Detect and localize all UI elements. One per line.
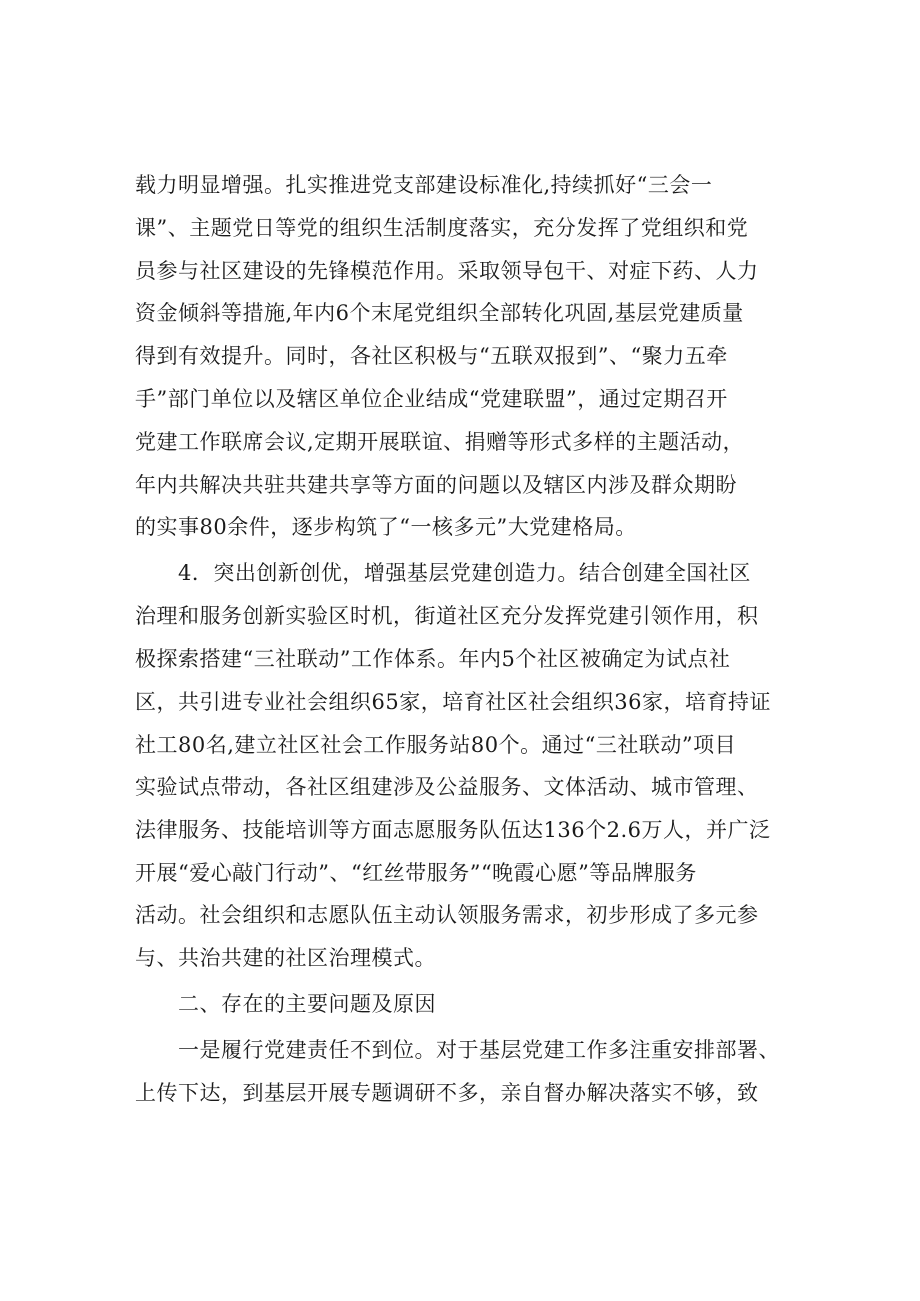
text-line: 活动。社会组织和志愿队伍主动认领服务需求，初步形成了多元参 xyxy=(135,903,759,927)
text-line: 手”部门单位以及辖区单位企业结成“党建联盟”，通过定期召开 xyxy=(135,387,728,411)
text-line: 开展“爱心敲门行动”、“红丝带服务”“晚霞心愿”等品牌服务 xyxy=(135,861,697,885)
text-line: 一是履行党建责任不到位。对于基层党建工作多注重安排部署、 xyxy=(178,1038,780,1062)
text-line: 法律服务、技能培训等方面志愿服务队伍达136个2.6万人，并广泛 xyxy=(135,818,771,842)
text-line: 员参与社区建设的先锋模范作用。采取领导包干、对症下药、人力 xyxy=(135,259,759,283)
text-line: 资金倾斜等措施,年内6个末尾党组织全部转化巩固,基层党建质量 xyxy=(135,301,744,325)
text-line: 社工80名,建立社区社会工作服务站80个。通过“三社联动”项目 xyxy=(135,733,737,757)
text-line: 的实事80余件，逐步构筑了“一核多元”大党建格局。 xyxy=(135,515,637,539)
text-line: 载力明显增强。扎实推进党支部建设标准化,持续抓好“三会一 xyxy=(135,173,713,197)
text-line: 上传下达，到基层开展专题调研不多，亲自督办解决落实不够，致 xyxy=(135,1081,759,1105)
text-line: 年内共解决共驻共建共享等方面的问题以及辖区内涉及群众期盼 xyxy=(135,473,737,497)
text-line: 治理和服务创新实验区时机，街道社区充分发挥党建引领作用，积 xyxy=(135,604,759,628)
text-line: 与、共治共建的社区治理模式。 xyxy=(135,946,436,970)
text-line: 实验试点带动，各社区组建涉及公益服务、文体活动、城市管理、 xyxy=(135,775,759,799)
text-line: 党建工作联席会议,定期开展联谊、捐赠等形式多样的主题活动， xyxy=(135,430,745,454)
text-line: 得到有效提升。同时，各社区积极与“五联双报到”、“聚力五牵 xyxy=(135,344,728,368)
text-line: 4．突出创新创优，增强基层党建创造力。结合创建全国社区 xyxy=(178,561,751,585)
text-line: 课”、主题党日等党的组织生活制度落实，充分发挥了党组织和党 xyxy=(135,216,749,240)
text-line: 极探索搭建“三社联动”工作体系。年内5个社区被确定为试点社 xyxy=(135,647,731,671)
section-heading: 二、存在的主要问题及原因 xyxy=(178,992,436,1016)
text-line: 区，共引进专业社会组织65家，培育社区社会组织36家，培育持证 xyxy=(135,690,771,714)
